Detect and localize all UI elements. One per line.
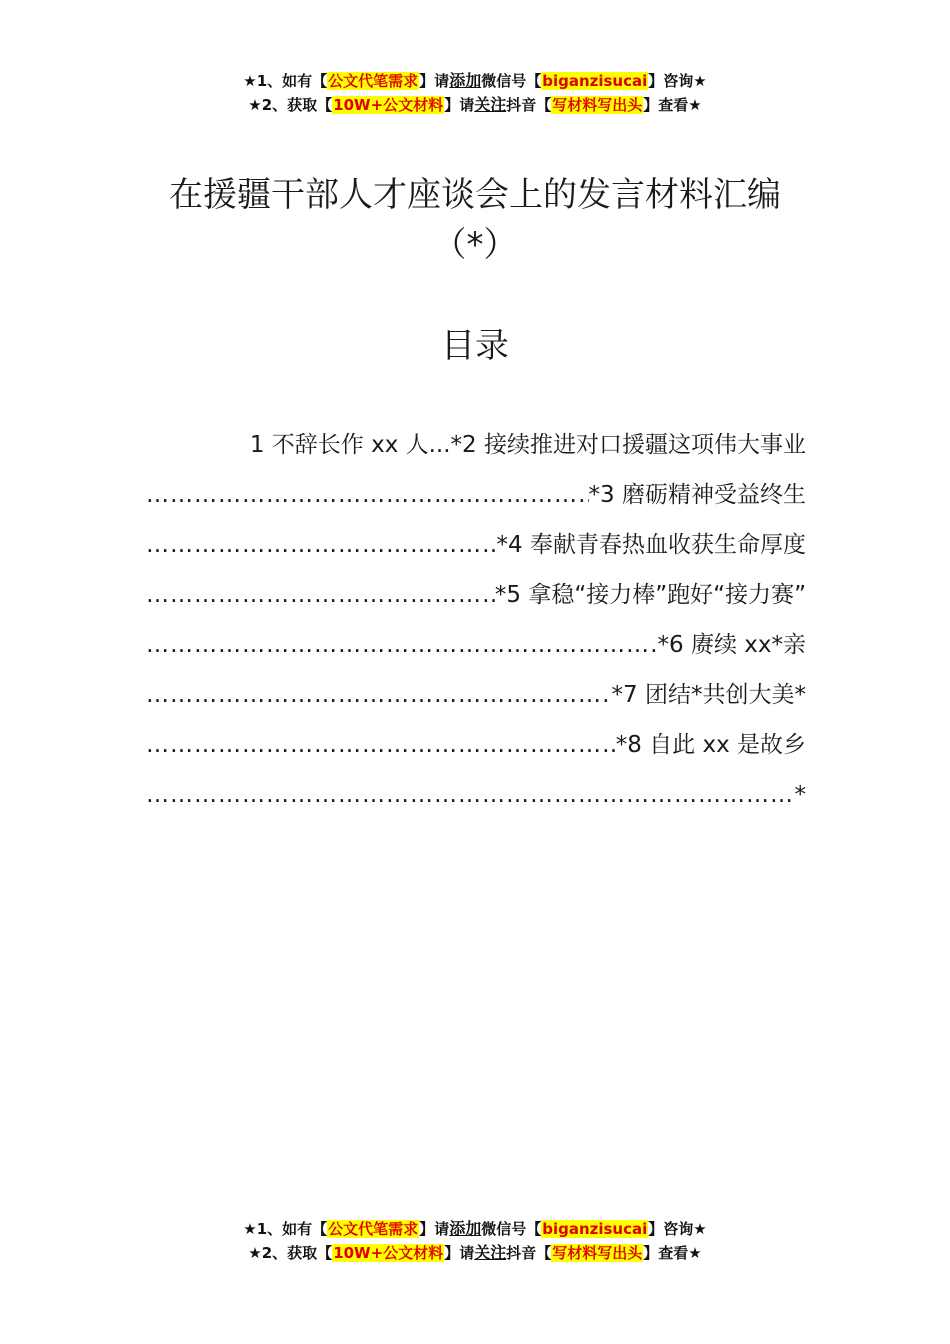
promo-highlight: biganzisucai (542, 72, 648, 90)
promo-text: 】请 (444, 1244, 475, 1262)
promo-highlight: 写材料写出头 (552, 96, 643, 114)
promo-highlight: biganzisucai (542, 1220, 648, 1238)
toc-line (146, 770, 806, 820)
promo-underlined: 关注 (474, 95, 507, 114)
toc-leader-dots (146, 670, 612, 720)
document-title (0, 170, 950, 270)
table-of-contents (146, 420, 806, 820)
promo-text: 】咨询★ (648, 1220, 707, 1238)
bottom-promo-banner (0, 1217, 950, 1265)
promo-underlined: 添加 (449, 1219, 482, 1238)
promo-text: 抖音【 (506, 96, 552, 114)
toc-entry: 1 不辞长作 xx 人...*2 接续推进对口援疆这项伟大事业 (249, 432, 806, 458)
top-promo-banner (0, 69, 950, 117)
toc-entry: *3 磨砺精神受益终生 (588, 482, 806, 508)
promo-text: 】请 (419, 72, 450, 90)
promo-underlined: 关注 (474, 1243, 507, 1262)
promo-text: 微信号【 (481, 1220, 542, 1238)
toc-entry: *4 奉献青春热血收获生命厚度 (496, 532, 806, 558)
toc-heading: 目录 (441, 326, 509, 366)
promo-line-2 (0, 1241, 950, 1265)
toc-line (146, 670, 806, 720)
toc-line (146, 570, 806, 620)
promo-line-1 (0, 1217, 950, 1241)
promo-highlight: 10W+公文材料 (333, 1244, 444, 1262)
promo-text: 微信号【 (481, 72, 542, 90)
toc-leader-dots (146, 620, 658, 670)
title-line-1: 在援疆干部人才座谈会上的发言材料汇编 (169, 175, 781, 215)
promo-text: 】查看★ (643, 96, 702, 114)
toc-line (146, 720, 806, 770)
promo-underlined: 添加 (449, 71, 482, 90)
toc-entry: * (794, 782, 806, 808)
promo-highlight: 公文代笔需求 (328, 1220, 419, 1238)
promo-highlight: 10W+公文材料 (333, 96, 444, 114)
toc-entry: *5 拿稳“接力棒”跑好“接力赛” (494, 582, 806, 608)
promo-text: 】请 (444, 96, 475, 114)
toc-line (146, 520, 806, 570)
promo-text: ★1、如有【 (243, 72, 328, 90)
promo-text: ★2、获取【 (248, 96, 333, 114)
toc-leader-dots (146, 520, 497, 570)
promo-line-1 (0, 69, 950, 93)
promo-text: ★1、如有【 (243, 1220, 328, 1238)
toc-line (146, 470, 806, 520)
promo-text: 】请 (419, 1220, 450, 1238)
toc-leader-dots (146, 470, 589, 520)
toc-line (146, 420, 806, 470)
toc-leader-dots (146, 570, 495, 620)
promo-highlight: 公文代笔需求 (328, 72, 419, 90)
promo-text: ★2、获取【 (248, 1244, 333, 1262)
promo-highlight: 写材料写出头 (552, 1244, 643, 1262)
toc-entry: *8 自此 xx 是故乡 (615, 732, 806, 758)
toc-line (146, 620, 806, 670)
toc-entry: *6 赓续 xx*亲 (657, 632, 806, 658)
promo-text: 】查看★ (643, 1244, 702, 1262)
toc-leader-dots (146, 720, 616, 770)
toc-entry: *7 团结*共创大美* (611, 682, 806, 708)
promo-line-2 (0, 93, 950, 117)
promo-text: 】咨询★ (648, 72, 707, 90)
promo-text: 抖音【 (506, 1244, 552, 1262)
title-line-2: （*） (432, 225, 518, 265)
toc-leader-dots (146, 770, 795, 820)
